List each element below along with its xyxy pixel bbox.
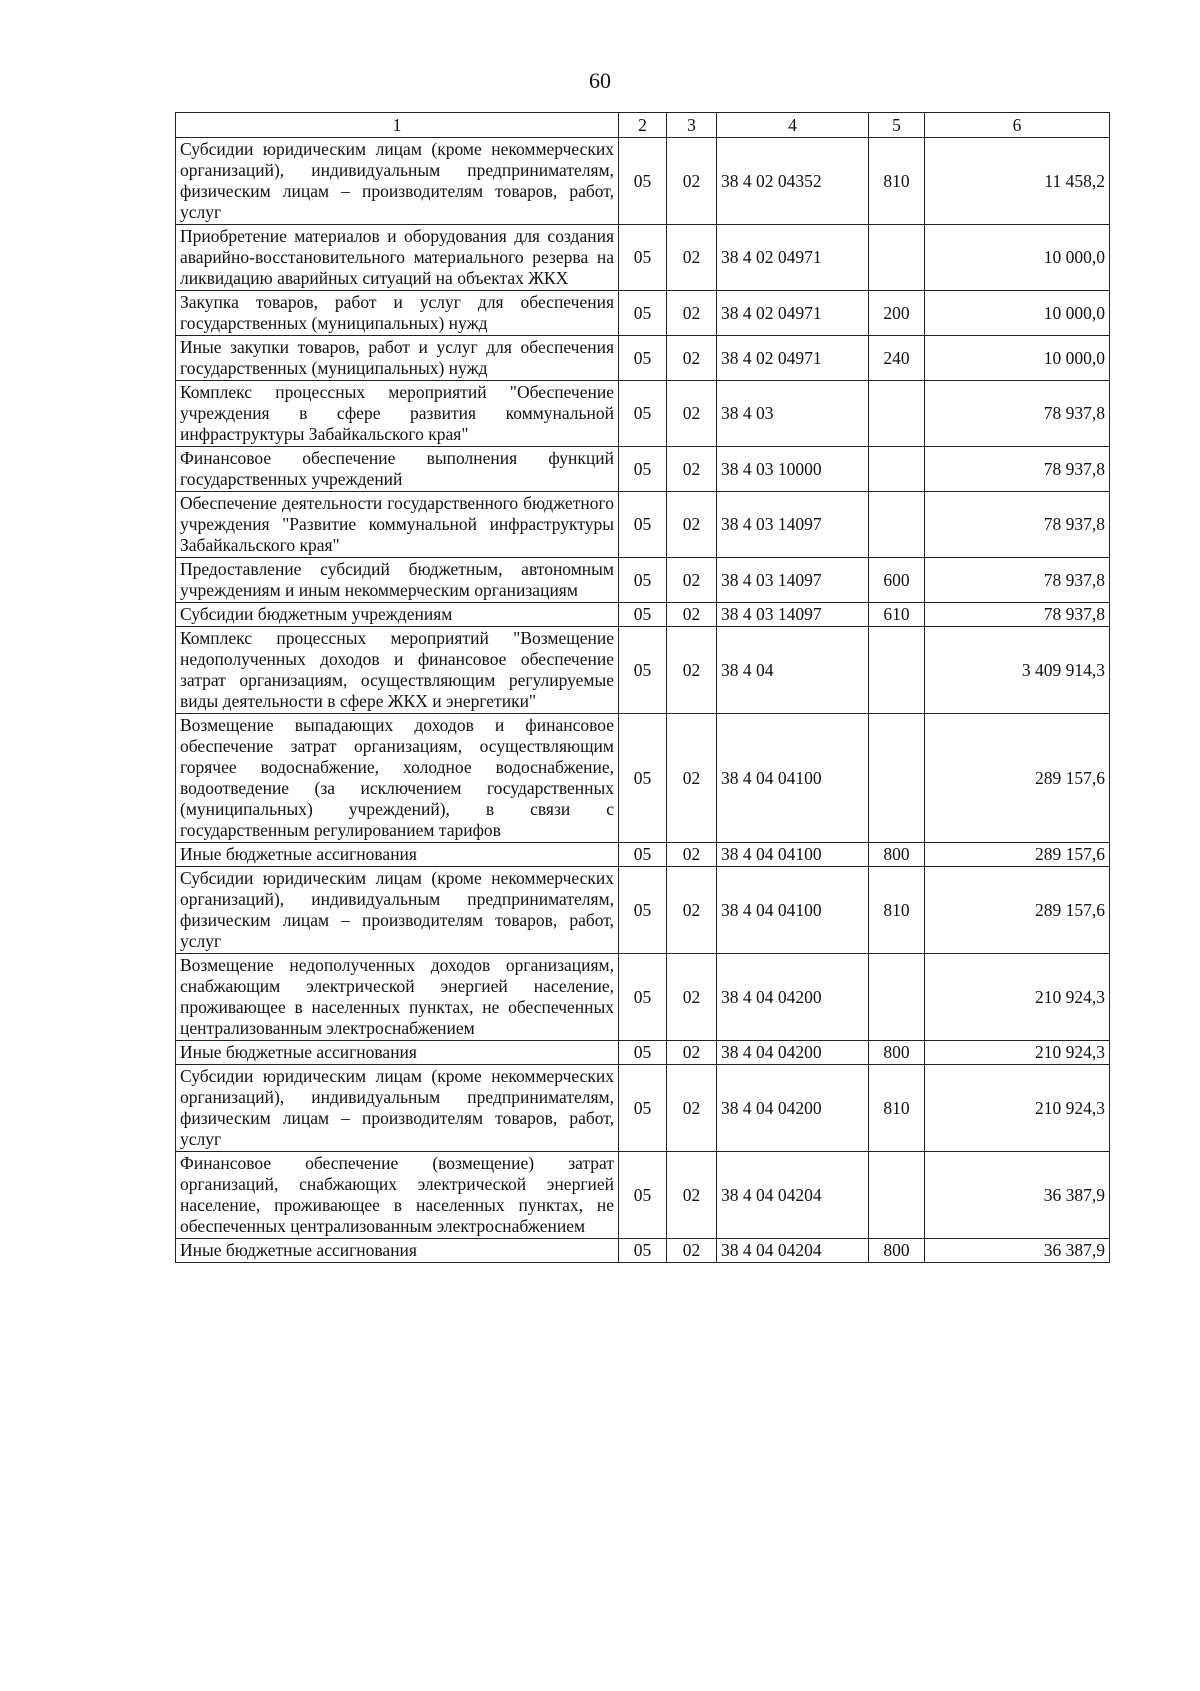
row-amount-cell: 210 924,3 bbox=[925, 1041, 1110, 1065]
row-expense-type-cell bbox=[869, 492, 925, 558]
row-amount-cell: 78 937,8 bbox=[925, 603, 1110, 627]
row-amount-cell: 78 937,8 bbox=[925, 447, 1110, 492]
row-subsection-cell: 02 bbox=[667, 138, 717, 225]
row-name-cell: Возмещение выпадающих доходов и финансовое обеспечение затрат организациям, осуществляющим горячее водоснабжение, холодное водоснабжение, водоотведение (за исключением государственных (муниципальных) учреждений), в связи с государственным регулированием тарифов bbox=[176, 714, 619, 843]
row-subsection-cell: 02 bbox=[667, 336, 717, 381]
row-amount-cell: 10 000,0 bbox=[925, 291, 1110, 336]
row-subsection-cell: 02 bbox=[667, 627, 717, 714]
row-amount-cell: 289 157,6 bbox=[925, 714, 1110, 843]
row-amount-cell: 3 409 914,3 bbox=[925, 627, 1110, 714]
row-target-code-cell: 38 4 04 04200 bbox=[717, 954, 869, 1041]
row-expense-type-cell: 810 bbox=[869, 138, 925, 225]
row-section-cell: 05 bbox=[619, 381, 667, 447]
page-number: 60 bbox=[589, 68, 611, 93]
row-name-cell: Субсидии юридическим лицам (кроме некоммерческих организаций), индивидуальным предпринимателям, физическим лицам – производителям товаров, работ, услуг bbox=[176, 867, 619, 954]
table-row bbox=[176, 291, 1110, 336]
table-row bbox=[176, 492, 1110, 558]
row-expense-type-cell bbox=[869, 627, 925, 714]
row-target-code-cell: 38 4 04 04200 bbox=[717, 1041, 869, 1065]
table-row bbox=[176, 1152, 1110, 1239]
row-name-cell: Финансовое обеспечение выполнения функций государственных учреждений bbox=[176, 447, 619, 492]
row-name-cell: Комплекс процессных мероприятий "Обеспечение учреждения в сфере развития коммунальной инфраструктуры Забайкальского края" bbox=[176, 381, 619, 447]
table-row bbox=[176, 1065, 1110, 1152]
row-name-cell: Финансовое обеспечение (возмещение) затрат организаций, снабжающих электрической энергией население, проживающее в населенных пунктах, не обеспеченных централизованным электроснабжением bbox=[176, 1152, 619, 1239]
row-expense-type-cell bbox=[869, 381, 925, 447]
row-target-code-cell: 38 4 04 04204 bbox=[717, 1239, 869, 1263]
row-subsection-cell: 02 bbox=[667, 954, 717, 1041]
row-expense-type-cell bbox=[869, 954, 925, 1041]
row-subsection-cell: 02 bbox=[667, 1041, 717, 1065]
row-target-code-cell: 38 4 03 14097 bbox=[717, 603, 869, 627]
row-name-cell: Иные бюджетные ассигнования bbox=[176, 1041, 619, 1065]
row-target-code-cell: 38 4 03 14097 bbox=[717, 492, 869, 558]
row-target-code-cell: 38 4 02 04971 bbox=[717, 225, 869, 291]
row-target-code-cell: 38 4 04 04204 bbox=[717, 1152, 869, 1239]
row-amount-cell: 10 000,0 bbox=[925, 336, 1110, 381]
row-target-code-cell: 38 4 03 14097 bbox=[717, 558, 869, 603]
row-section-cell: 05 bbox=[619, 225, 667, 291]
row-subsection-cell: 02 bbox=[667, 381, 717, 447]
row-name-cell: Субсидии бюджетным учреждениям bbox=[176, 603, 619, 627]
row-name-cell: Обеспечение деятельности государственного бюджетного учреждения "Развитие коммунальной инфраструктуры Забайкальского края" bbox=[176, 492, 619, 558]
row-expense-type-cell: 800 bbox=[869, 1041, 925, 1065]
table-row bbox=[176, 447, 1110, 492]
row-section-cell: 05 bbox=[619, 843, 667, 867]
row-section-cell: 05 bbox=[619, 1065, 667, 1152]
row-amount-cell: 11 458,2 bbox=[925, 138, 1110, 225]
row-target-code-cell: 38 4 03 bbox=[717, 381, 869, 447]
row-section-cell: 05 bbox=[619, 1239, 667, 1263]
table-row bbox=[176, 1041, 1110, 1065]
column-header-1: 1 bbox=[176, 113, 619, 138]
row-expense-type-cell: 600 bbox=[869, 558, 925, 603]
column-header-3: 3 bbox=[667, 113, 717, 138]
row-subsection-cell: 02 bbox=[667, 843, 717, 867]
row-section-cell: 05 bbox=[619, 867, 667, 954]
row-amount-cell: 210 924,3 bbox=[925, 954, 1110, 1041]
row-amount-cell: 78 937,8 bbox=[925, 492, 1110, 558]
row-name-cell: Приобретение материалов и оборудования для создания аварийно-восстановительного материального резерва на ликвидацию аварийных ситуаций на объектах ЖКХ bbox=[176, 225, 619, 291]
row-name-cell: Субсидии юридическим лицам (кроме некоммерческих организаций), индивидуальным предпринимателям, физическим лицам – производителям товаров, работ, услуг bbox=[176, 1065, 619, 1152]
row-subsection-cell: 02 bbox=[667, 492, 717, 558]
row-section-cell: 05 bbox=[619, 1152, 667, 1239]
row-section-cell: 05 bbox=[619, 714, 667, 843]
row-subsection-cell: 02 bbox=[667, 1152, 717, 1239]
row-target-code-cell: 38 4 04 04100 bbox=[717, 843, 869, 867]
row-section-cell: 05 bbox=[619, 291, 667, 336]
row-expense-type-cell: 800 bbox=[869, 843, 925, 867]
row-subsection-cell: 02 bbox=[667, 558, 717, 603]
row-expense-type-cell: 810 bbox=[869, 867, 925, 954]
row-expense-type-cell bbox=[869, 714, 925, 843]
row-expense-type-cell bbox=[869, 447, 925, 492]
row-target-code-cell: 38 4 04 bbox=[717, 627, 869, 714]
row-name-cell: Предоставление субсидий бюджетным, автономным учреждениям и иным некоммерческим организациям bbox=[176, 558, 619, 603]
row-section-cell: 05 bbox=[619, 627, 667, 714]
row-target-code-cell: 38 4 02 04352 bbox=[717, 138, 869, 225]
row-subsection-cell: 02 bbox=[667, 1065, 717, 1152]
row-section-cell: 05 bbox=[619, 336, 667, 381]
row-target-code-cell: 38 4 03 10000 bbox=[717, 447, 869, 492]
row-subsection-cell: 02 bbox=[667, 447, 717, 492]
table-row bbox=[176, 336, 1110, 381]
table-row bbox=[176, 867, 1110, 954]
row-section-cell: 05 bbox=[619, 447, 667, 492]
row-subsection-cell: 02 bbox=[667, 603, 717, 627]
row-name-cell: Комплекс процессных мероприятий "Возмещение недополученных доходов и финансовое обеспечение затрат организациям, осуществляющим регулируемые виды деятельности в сфере ЖКХ и энергетики" bbox=[176, 627, 619, 714]
table-row bbox=[176, 1239, 1110, 1263]
row-amount-cell: 289 157,6 bbox=[925, 867, 1110, 954]
row-expense-type-cell: 610 bbox=[869, 603, 925, 627]
row-section-cell: 05 bbox=[619, 138, 667, 225]
row-target-code-cell: 38 4 02 04971 bbox=[717, 336, 869, 381]
table-row bbox=[176, 714, 1110, 843]
row-amount-cell: 210 924,3 bbox=[925, 1065, 1110, 1152]
column-header-5: 5 bbox=[869, 113, 925, 138]
table-header-row bbox=[176, 113, 1110, 138]
row-expense-type-cell bbox=[869, 1152, 925, 1239]
row-subsection-cell: 02 bbox=[667, 225, 717, 291]
table-row bbox=[176, 381, 1110, 447]
row-target-code-cell: 38 4 04 04200 bbox=[717, 1065, 869, 1152]
row-target-code-cell: 38 4 04 04100 bbox=[717, 867, 869, 954]
column-header-2: 2 bbox=[619, 113, 667, 138]
row-amount-cell: 78 937,8 bbox=[925, 381, 1110, 447]
row-amount-cell: 289 157,6 bbox=[925, 843, 1110, 867]
row-expense-type-cell: 240 bbox=[869, 336, 925, 381]
table-row bbox=[176, 225, 1110, 291]
table-row bbox=[176, 138, 1110, 225]
column-header-4: 4 bbox=[717, 113, 869, 138]
table-row bbox=[176, 843, 1110, 867]
row-name-cell: Иные закупки товаров, работ и услуг для обеспечения государственных (муниципальных) нужд bbox=[176, 336, 619, 381]
budget-table bbox=[175, 112, 1110, 1263]
row-subsection-cell: 02 bbox=[667, 867, 717, 954]
table-row bbox=[176, 954, 1110, 1041]
row-expense-type-cell: 800 bbox=[869, 1239, 925, 1263]
row-subsection-cell: 02 bbox=[667, 714, 717, 843]
table-row bbox=[176, 558, 1110, 603]
row-section-cell: 05 bbox=[619, 1041, 667, 1065]
row-name-cell: Возмещение недополученных доходов организациям, снабжающим электрической энергией население, проживающее в населенных пунктах, не обеспеченных централизованным электроснабжением bbox=[176, 954, 619, 1041]
row-subsection-cell: 02 bbox=[667, 291, 717, 336]
row-name-cell: Закупка товаров, работ и услуг для обеспечения государственных (муниципальных) нужд bbox=[176, 291, 619, 336]
row-expense-type-cell: 810 bbox=[869, 1065, 925, 1152]
row-target-code-cell: 38 4 02 04971 bbox=[717, 291, 869, 336]
row-name-cell: Субсидии юридическим лицам (кроме некоммерческих организаций), индивидуальным предпринимателям, физическим лицам – производителям товаров, работ, услуг bbox=[176, 138, 619, 225]
table-row bbox=[176, 627, 1110, 714]
row-name-cell: Иные бюджетные ассигнования bbox=[176, 1239, 619, 1263]
row-amount-cell: 36 387,9 bbox=[925, 1239, 1110, 1263]
row-name-cell: Иные бюджетные ассигнования bbox=[176, 843, 619, 867]
row-section-cell: 05 bbox=[619, 954, 667, 1041]
row-amount-cell: 78 937,8 bbox=[925, 558, 1110, 603]
table-body bbox=[176, 138, 1110, 1263]
row-target-code-cell: 38 4 04 04100 bbox=[717, 714, 869, 843]
row-amount-cell: 36 387,9 bbox=[925, 1152, 1110, 1239]
row-section-cell: 05 bbox=[619, 558, 667, 603]
row-amount-cell: 10 000,0 bbox=[925, 225, 1110, 291]
table-row bbox=[176, 603, 1110, 627]
row-subsection-cell: 02 bbox=[667, 1239, 717, 1263]
column-header-6: 6 bbox=[925, 113, 1110, 138]
row-section-cell: 05 bbox=[619, 603, 667, 627]
row-section-cell: 05 bbox=[619, 492, 667, 558]
row-expense-type-cell bbox=[869, 225, 925, 291]
row-expense-type-cell: 200 bbox=[869, 291, 925, 336]
